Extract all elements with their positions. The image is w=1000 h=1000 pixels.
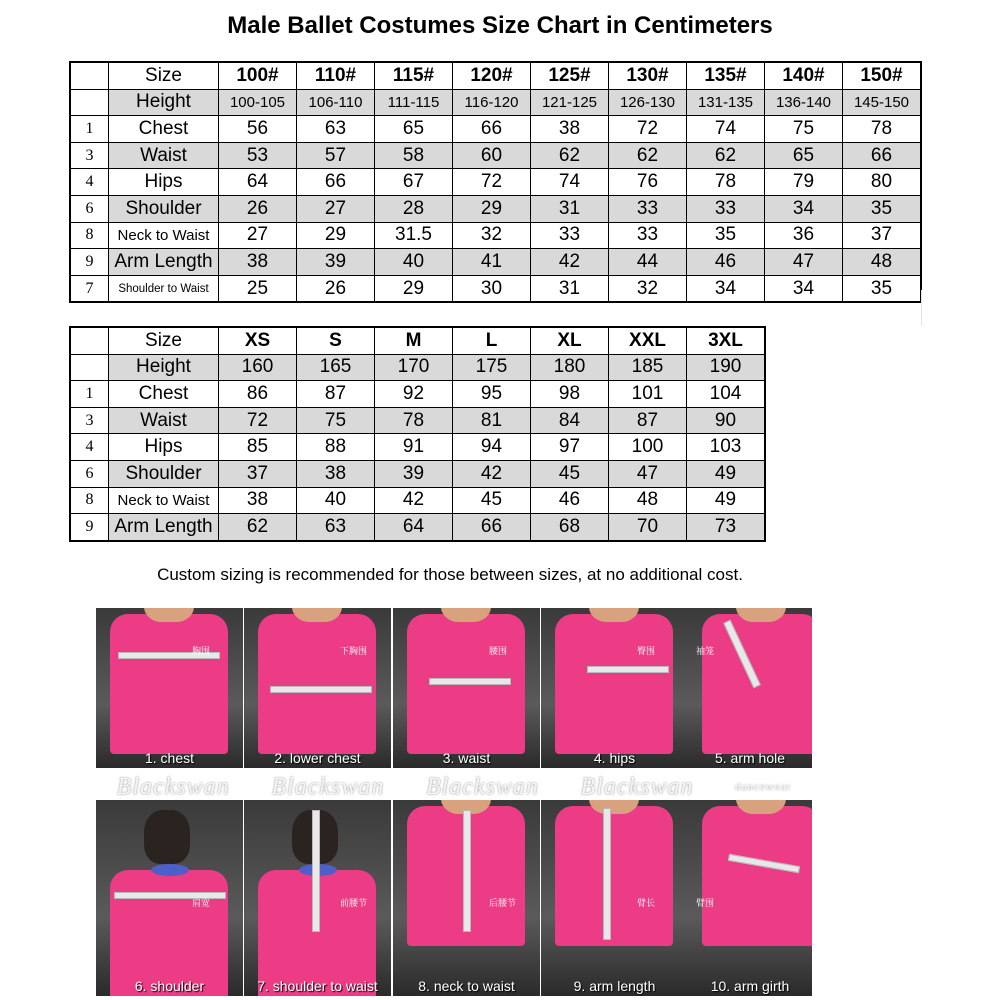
table-cell: 66 — [453, 514, 531, 541]
measuring-tape — [603, 808, 611, 940]
table-cell: 31 — [531, 275, 609, 302]
table-cell: 27 — [297, 195, 375, 222]
table-cell: 78 — [687, 169, 765, 196]
photo-caption: 2. lower chest — [274, 750, 361, 766]
photo-overlay-label: 下胸围 — [340, 646, 368, 656]
table-cell: 34 — [765, 195, 843, 222]
model-shirt — [110, 614, 228, 754]
table-cell: 85 — [219, 434, 297, 461]
table-cell: 65 — [375, 116, 453, 143]
row-number: 8 — [70, 487, 109, 514]
table-cell: 94 — [453, 434, 531, 461]
row-label: Arm Length — [109, 249, 219, 276]
table-cell: 98 — [531, 381, 609, 408]
table-cell: 63 — [297, 116, 375, 143]
table-cell: 101 — [609, 381, 687, 408]
table-cell: 31 — [531, 195, 609, 222]
adult-size-table — [69, 326, 766, 542]
table-cell: 35 — [843, 275, 922, 302]
row-number: 6 — [70, 195, 109, 222]
row-label: Arm Length — [109, 514, 219, 541]
row-number: 4 — [70, 169, 109, 196]
table-cell: 64 — [219, 169, 297, 196]
size-cell: 115# — [375, 62, 453, 89]
row-number: 4 — [70, 434, 109, 461]
table-cell: 38 — [531, 116, 609, 143]
table-cell: 60 — [453, 142, 531, 169]
table-cell: 72 — [609, 116, 687, 143]
table-cell: 34 — [765, 275, 843, 302]
table-cell: 37 — [843, 222, 922, 249]
size-cell: 100# — [219, 62, 297, 89]
row-number — [70, 354, 109, 381]
table-cell: 45 — [531, 460, 609, 487]
table-cell: 103 — [687, 434, 766, 461]
model-shirt — [258, 614, 376, 754]
model-shirt — [702, 806, 812, 946]
table-cell: 33 — [531, 222, 609, 249]
table-cell: 91 — [375, 434, 453, 461]
photo-overlay-label: 肩宽 — [192, 898, 211, 908]
table-cell: 86 — [219, 381, 297, 408]
row-label: Height — [109, 89, 219, 116]
table-cell: 68 — [531, 514, 609, 541]
table-cell: 30 — [453, 275, 531, 302]
table-cell: 33 — [609, 195, 687, 222]
table-cell: 62 — [687, 142, 765, 169]
model-shirt — [555, 806, 673, 946]
table-cell: 49 — [687, 460, 766, 487]
table-row — [70, 116, 921, 143]
table-cell: 58 — [375, 142, 453, 169]
table-cell: 39 — [375, 460, 453, 487]
size-cell: 135# — [687, 62, 765, 89]
size-cell: 110# — [297, 62, 375, 89]
table-cell: 45 — [453, 487, 531, 514]
watermark-text: Blackswan — [580, 773, 694, 800]
photo-overlay-label: 袖笼 — [696, 646, 715, 656]
table-cell: 76 — [609, 169, 687, 196]
table-cell: 79 — [765, 169, 843, 196]
model-shirt — [555, 614, 673, 754]
table-row — [70, 89, 921, 116]
table-cell: 84 — [531, 407, 609, 434]
table-cell: 75 — [297, 407, 375, 434]
height-cell: 111-115 — [375, 89, 453, 116]
table-cell: 28 — [375, 195, 453, 222]
table-cell: 33 — [609, 222, 687, 249]
table-cell: 62 — [609, 142, 687, 169]
table-cell: 97 — [531, 434, 609, 461]
table-cell: 40 — [375, 249, 453, 276]
table-cell: 48 — [843, 249, 922, 276]
height-cell: 100-105 — [219, 89, 297, 116]
row-label: Size — [109, 327, 219, 354]
measurement-photo — [541, 608, 688, 768]
measurement-photo — [244, 800, 391, 996]
table-cell: 72 — [453, 169, 531, 196]
table-cell: 75 — [765, 116, 843, 143]
table-cell: 46 — [687, 249, 765, 276]
size-cell: L — [453, 327, 531, 354]
table-cell: 78 — [375, 407, 453, 434]
photo-caption: 5. arm hole — [714, 750, 786, 766]
measuring-tape — [463, 810, 471, 932]
table-cell: 72 — [219, 407, 297, 434]
table-cell: 42 — [375, 487, 453, 514]
table-cell: 31.5 — [375, 222, 453, 249]
size-cell: 125# — [531, 62, 609, 89]
row-label: Height — [109, 354, 219, 381]
row-label: Shoulder to Waist — [109, 275, 219, 302]
row-number: 9 — [70, 249, 109, 276]
table-cell: 74 — [687, 116, 765, 143]
table-cell: 73 — [687, 514, 766, 541]
table-row — [70, 381, 765, 408]
photo-caption: 1. chest — [144, 750, 195, 766]
measuring-tape — [270, 686, 372, 693]
height-cell: 136-140 — [765, 89, 843, 116]
size-cell: 140# — [765, 62, 843, 89]
height-cell: 160 — [219, 354, 297, 381]
photo-caption: 9. arm length — [573, 978, 656, 994]
table-row — [70, 275, 921, 302]
height-cell: 175 — [453, 354, 531, 381]
row-number: 6 — [70, 460, 109, 487]
table-cell: 47 — [609, 460, 687, 487]
measurement-photo — [688, 800, 812, 996]
row-label: Size — [109, 62, 219, 89]
table-cell: 38 — [219, 487, 297, 514]
row-label: Neck to Waist — [109, 487, 219, 514]
watermark-subtext: dancewear — [735, 781, 792, 793]
watermark-text: Blackswan — [425, 773, 539, 800]
table-row — [70, 142, 921, 169]
photo-overlay-label: 前腰节 — [340, 898, 368, 908]
table-cell: 41 — [453, 249, 531, 276]
table-cell: 32 — [453, 222, 531, 249]
table-cell: 36 — [765, 222, 843, 249]
table-header-row — [70, 327, 765, 354]
height-cell: 165 — [297, 354, 375, 381]
row-label: Hips — [109, 169, 219, 196]
table-cell: 64 — [375, 514, 453, 541]
table-cell: 38 — [297, 460, 375, 487]
height-cell: 126-130 — [609, 89, 687, 116]
divider-line — [921, 290, 922, 326]
size-cell: 150# — [843, 62, 922, 89]
table-cell: 88 — [297, 434, 375, 461]
table-cell: 100 — [609, 434, 687, 461]
table-cell: 46 — [531, 487, 609, 514]
table-cell: 78 — [843, 116, 922, 143]
measurement-photo — [244, 608, 391, 768]
adult-size-table-body — [70, 327, 765, 541]
table-row — [70, 195, 921, 222]
watermark-text: Blackswan — [271, 773, 385, 800]
table-cell: 29 — [453, 195, 531, 222]
height-cell: 190 — [687, 354, 766, 381]
page-title: Male Ballet Costumes Size Chart in Centimeters — [227, 12, 773, 39]
row-number: 1 — [70, 116, 109, 143]
height-cell: 116-120 — [453, 89, 531, 116]
row-number: 8 — [70, 222, 109, 249]
photo-overlay-label: 腰围 — [489, 646, 508, 656]
brand-watermark — [96, 770, 812, 804]
table-cell: 27 — [219, 222, 297, 249]
table-cell: 32 — [609, 275, 687, 302]
table-cell: 66 — [453, 116, 531, 143]
photo-caption: 4. hips — [593, 750, 636, 766]
table-cell: 35 — [843, 195, 922, 222]
table-cell: 25 — [219, 275, 297, 302]
table-cell: 39 — [297, 249, 375, 276]
table-cell: 65 — [765, 142, 843, 169]
table-cell: 74 — [531, 169, 609, 196]
photo-overlay-label: 臂围 — [696, 898, 715, 908]
size-cell: XL — [531, 327, 609, 354]
row-number: 9 — [70, 514, 109, 541]
height-cell: 145-150 — [843, 89, 922, 116]
row-number: 7 — [70, 275, 109, 302]
table-row — [70, 249, 921, 276]
measurement-photo — [393, 608, 540, 768]
table-cell: 66 — [843, 142, 922, 169]
height-cell: 106-110 — [297, 89, 375, 116]
table-cell: 90 — [687, 407, 766, 434]
height-cell: 131-135 — [687, 89, 765, 116]
table-cell: 42 — [531, 249, 609, 276]
photo-caption: 6. shoulder — [134, 978, 205, 994]
table-cell: 48 — [609, 487, 687, 514]
height-cell: 121-125 — [531, 89, 609, 116]
row-number — [70, 62, 109, 89]
table-cell: 33 — [687, 195, 765, 222]
table-cell: 104 — [687, 381, 766, 408]
table-cell: 56 — [219, 116, 297, 143]
height-cell: 180 — [531, 354, 609, 381]
photo-overlay-label: 臂长 — [637, 898, 656, 908]
table-cell: 42 — [453, 460, 531, 487]
table-cell: 35 — [687, 222, 765, 249]
table-cell: 53 — [219, 142, 297, 169]
height-cell: 185 — [609, 354, 687, 381]
photo-caption: 10. arm girth — [710, 978, 790, 994]
table-row — [70, 514, 765, 541]
table-cell: 49 — [687, 487, 766, 514]
table-cell: 70 — [609, 514, 687, 541]
size-cell: 130# — [609, 62, 687, 89]
size-cell: 3XL — [687, 327, 766, 354]
table-cell: 26 — [219, 195, 297, 222]
table-row — [70, 407, 765, 434]
table-cell: 62 — [219, 514, 297, 541]
size-cell: S — [297, 327, 375, 354]
size-cell: XS — [219, 327, 297, 354]
table-cell: 67 — [375, 169, 453, 196]
row-label: Shoulder — [109, 195, 219, 222]
row-number — [70, 327, 109, 354]
row-number — [70, 89, 109, 116]
table-cell: 44 — [609, 249, 687, 276]
row-number: 3 — [70, 407, 109, 434]
table-cell: 87 — [609, 407, 687, 434]
kids-size-table-body — [70, 62, 921, 302]
table-cell: 40 — [297, 487, 375, 514]
table-cell: 57 — [297, 142, 375, 169]
photo-overlay-label: 后腰节 — [489, 898, 517, 908]
kids-size-table — [69, 61, 922, 303]
watermark-text: Blackswan — [116, 773, 230, 800]
table-cell: 81 — [453, 407, 531, 434]
measurement-photo — [96, 608, 243, 768]
measuring-tape — [429, 678, 511, 685]
table-header-row — [70, 62, 921, 89]
measuring-tape — [312, 810, 320, 932]
size-cell: M — [375, 327, 453, 354]
photo-overlay-label: 臀围 — [637, 646, 656, 656]
row-label: Shoulder — [109, 460, 219, 487]
photo-caption: 7. shoulder to waist — [257, 978, 378, 994]
table-cell: 34 — [687, 275, 765, 302]
table-row — [70, 169, 921, 196]
row-label: Hips — [109, 434, 219, 461]
table-row — [70, 222, 921, 249]
table-cell: 66 — [297, 169, 375, 196]
model-head — [144, 810, 190, 864]
table-row — [70, 354, 765, 381]
size-cell: 120# — [453, 62, 531, 89]
table-cell: 26 — [297, 275, 375, 302]
table-cell: 29 — [297, 222, 375, 249]
table-cell: 92 — [375, 381, 453, 408]
table-cell: 63 — [297, 514, 375, 541]
table-row — [70, 487, 765, 514]
row-label: Chest — [109, 116, 219, 143]
table-cell: 95 — [453, 381, 531, 408]
measurement-photo — [541, 800, 688, 996]
row-label: Neck to Waist — [109, 222, 219, 249]
photo-overlay-label: 胸围 — [192, 646, 211, 656]
table-row — [70, 460, 765, 487]
row-number: 1 — [70, 381, 109, 408]
height-cell: 170 — [375, 354, 453, 381]
row-number: 3 — [70, 142, 109, 169]
photo-caption: 8. neck to waist — [418, 978, 515, 994]
table-cell: 38 — [219, 249, 297, 276]
table-cell: 47 — [765, 249, 843, 276]
measurement-photo — [96, 800, 243, 996]
table-row — [70, 434, 765, 461]
table-cell: 80 — [843, 169, 922, 196]
row-label: Waist — [109, 142, 219, 169]
measuring-tape — [587, 666, 669, 673]
size-cell: XXL — [609, 327, 687, 354]
row-label: Chest — [109, 381, 219, 408]
shirt-collar — [151, 864, 189, 876]
measurement-photo — [393, 800, 540, 996]
table-cell: 87 — [297, 381, 375, 408]
table-cell: 37 — [219, 460, 297, 487]
measurement-photo — [688, 608, 812, 768]
table-cell: 29 — [375, 275, 453, 302]
row-label: Waist — [109, 407, 219, 434]
photo-caption: 3. waist — [442, 750, 491, 766]
custom-sizing-note: Custom sizing is recommended for those between sizes, at no additional cost. — [157, 565, 743, 584]
table-cell: 62 — [531, 142, 609, 169]
